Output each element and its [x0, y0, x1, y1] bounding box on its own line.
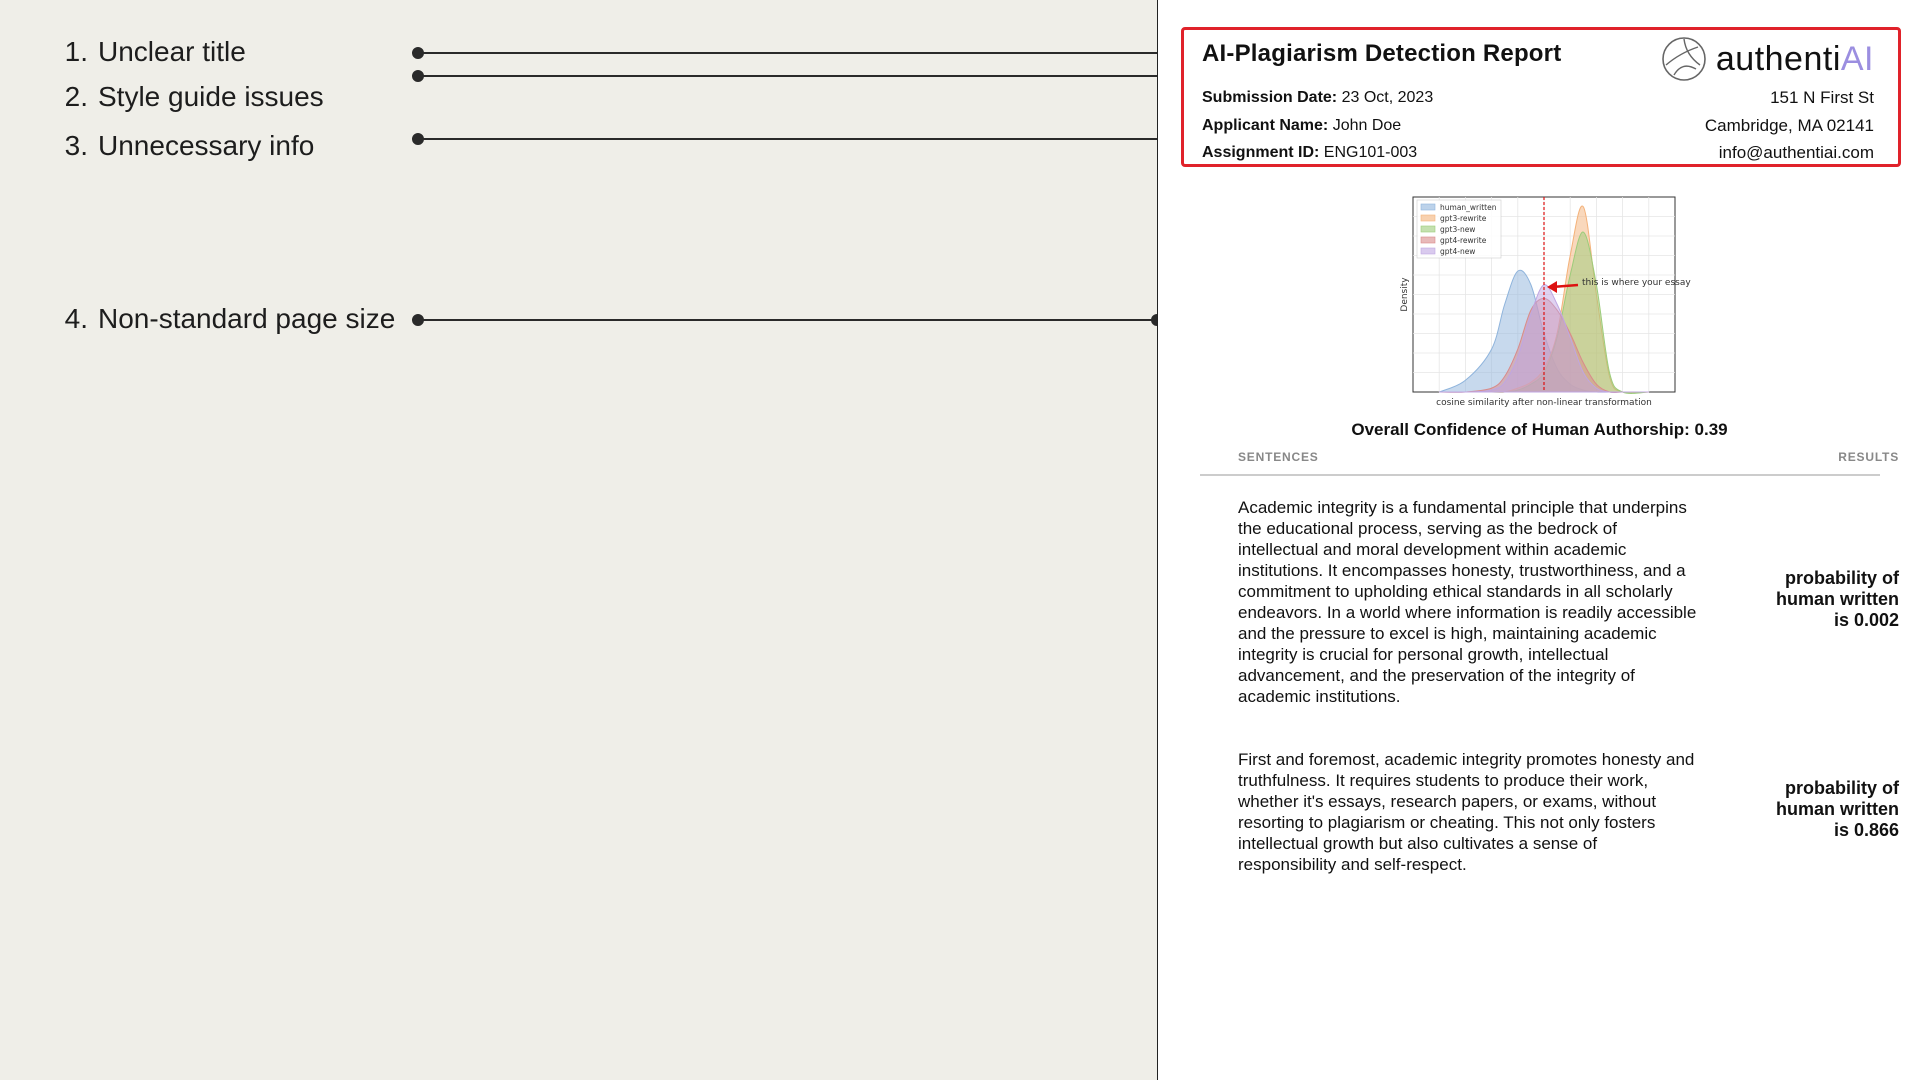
authentiai-logo — [1660, 34, 1874, 84]
assignment-id-value: ENG101-003 — [1323, 144, 1418, 161]
legend-label: gpt3-rewrite — [1440, 214, 1487, 223]
assignment-id-label: Assignment ID: — [1202, 144, 1320, 161]
sentence-text-2: First and foremost, academic integrity promotes honesty and truthfulness. It requires students to produce their work, whether it's essays, research papers, or exams, without resorting to plagiarism or cheating. This not only fosters intellectual growth but also cultivates a sense of responsibility and self-respect. — [1238, 750, 1695, 874]
annotation-3 — [50, 132, 314, 160]
y-axis-label: Density — [1400, 277, 1410, 312]
annotation-number: 3. — [64, 130, 88, 161]
applicant-name — [1202, 117, 1401, 135]
annotation-label: Unclear title — [98, 36, 246, 67]
annotation-number: 2. — [64, 81, 88, 112]
submission-date-label: Submission Date: — [1202, 89, 1338, 106]
annotation-label: Non-standard page size — [98, 303, 396, 334]
annotation-label: Style guide issues — [98, 81, 324, 112]
report-header — [1181, 27, 1901, 167]
sentences-column-header: SENTENCES — [1238, 450, 1319, 464]
column-divider — [1200, 474, 1880, 476]
density-chart — [1398, 192, 1708, 407]
report-title: AI-Plagiarism Detection Report — [1202, 40, 1562, 67]
address-line-1: 151 N First St — [1770, 88, 1874, 107]
annotation-2 — [50, 83, 324, 111]
essay-annotation: this is where your essay — [1582, 278, 1691, 288]
legend-label: gpt3-new — [1440, 225, 1476, 234]
legend-swatch — [1421, 237, 1435, 243]
sentence-result-2: probability of human written is 0.866 — [1775, 778, 1899, 840]
annotation-4 — [50, 305, 395, 333]
annotation-1 — [50, 38, 246, 66]
sentence-result-1: probability of human written is 0.002 — [1775, 568, 1899, 630]
results-column-header: RESULTS — [1838, 450, 1899, 464]
assignment-id — [1202, 144, 1417, 162]
submission-date — [1202, 89, 1433, 107]
legend-swatch — [1421, 215, 1435, 221]
legend-swatch — [1421, 204, 1435, 210]
logo-wordmark — [1716, 40, 1874, 79]
applicant-name-label: Applicant Name: — [1202, 117, 1329, 134]
email-address: info@authentiai.com — [1718, 143, 1874, 162]
sentence-text-1: Academic integrity is a fundamental principle that underpins the educational process, serving as the bedrock of intellectual and moral development within academic institutions. It encompasses honesty, trustworthiness, and a commitment to upholding ethical standards in all scholarly endeavors. In a world where information is readily accessible and the pressure to excel is high, maintaining academic integrity is crucial for personal growth, intellectual advancement, and the preservation of the integrity of academic institutions. — [1238, 498, 1697, 706]
submission-date-value: 23 Oct, 2023 — [1341, 89, 1434, 106]
report-page — [1157, 0, 1920, 1080]
logo-main: authenti — [1715, 39, 1841, 78]
annotation-number: 4. — [64, 303, 88, 334]
annotation-label: Unnecessary info — [98, 130, 315, 161]
logo-mark-icon — [1660, 35, 1708, 83]
overall-confidence: Overall Confidence of Human Authorship: 0.39 — [1351, 420, 1728, 439]
legend-label: gpt4-rewrite — [1440, 236, 1487, 245]
annotation-number: 1. — [64, 36, 88, 67]
x-axis-label: cosine similarity after non-linear transformation — [1436, 398, 1652, 407]
legend-label: gpt4-new — [1440, 247, 1476, 256]
logo-accent: AI — [1840, 39, 1874, 78]
legend-label: human_written — [1440, 203, 1497, 212]
legend-swatch — [1421, 248, 1435, 254]
density-chart-svg — [1398, 192, 1708, 407]
applicant-name-value: John Doe — [1332, 117, 1402, 134]
legend-swatch — [1421, 226, 1435, 232]
address-line-2: Cambridge, MA 02141 — [1704, 116, 1874, 135]
